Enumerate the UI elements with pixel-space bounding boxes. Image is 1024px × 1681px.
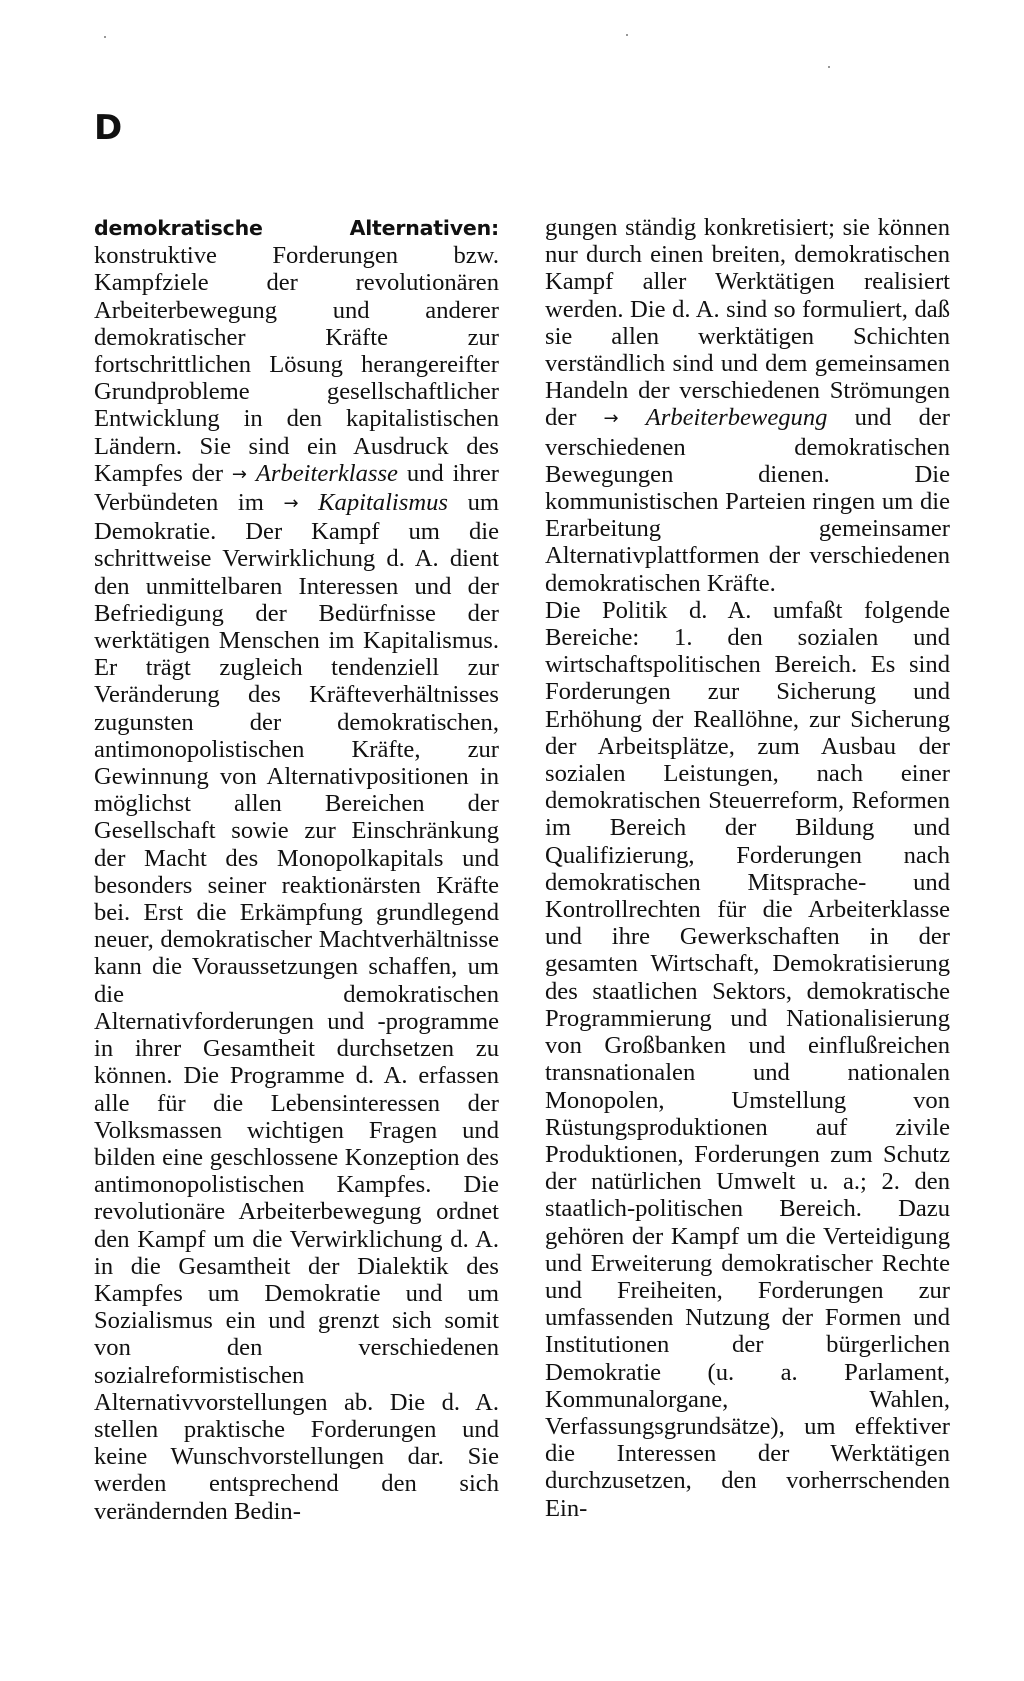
scan-speck (626, 34, 628, 36)
entry-text: gungen ständig konkretisiert; sie können nur durch einen breiten, demokratischen Kampf aller Werktätigen realisiert werden. Die d. A. sind so formuliert, daß sie allen werktätigen Schichten verständlich sind und dem gemeinsamen Handeln der verschiedenen Strömungen der (545, 214, 950, 432)
entry-paragraph: Die Politik d. A. umfaßt folgende Bereiche: 1. den sozialen und wirtschaftspolitischen Bereich. Es sind Forderungen zur Sicherung und Erhöhung der Reallöhne, zur Sicherung der Arbeitsplätze, zum Ausbau der sozialen Leistungen, nach einer demokratischen Steuerreform, Reformen im Bereich der Bildung und Qualifizierung, Forderungen nach demokratischen Mitsprache- und Kontrollrechten für die Arbeiterklasse und ihre Gewerkschaften in der gesamten Wirtschaft, Demokratisierung des staatlichen Sektors, demokratische Programmierung und Nationalisierung von Großbanken und einflußreichen transnationalen und nationalen Monopolen, Umstellung von Rüstungsproduktionen auf zivile Produktionen, Forderungen zum Schutz der natürlichen Umwelt u. a.; 2. den staatlich-politischen Bereich. Dazu gehören der Kampf um die Verteidigung und Erweiterung demokratischer Rechte und Freiheiten, Forderungen zur umfassenden Nutzung der Formen und Institutionen der bürgerlichen Demokratie (u. a. Parlament, Kommunalorgane, Wahlen, Verfassungsgrundsätze), um effektiver die Interessen der Werktätigen durchzusetzen, den vorherrschenden Ein- (545, 596, 950, 1522)
cross-reference-arrow-icon: → (603, 408, 619, 430)
scan-speck (828, 66, 830, 68)
cross-reference-arrow-icon: → (231, 463, 247, 485)
cross-reference-link[interactable]: Kapitalismus (318, 489, 448, 517)
entry-text: konstruktive Forderungen bzw. Kampfziele der revolutionären Arbeiterbewegung und anderer demokratischer Kräfte zur fortschrittlichen Lösung herangereifter Grundprobleme gesellschaftlicher Entwicklung in den kapitalistischen Ländern. Sie sind ein Ausdruck des Kampfes der (94, 242, 499, 487)
entry-text: und ihrer Verbündeten im (94, 459, 499, 517)
left-column (94, 214, 499, 1525)
cross-reference-link[interactable]: Arbeiterbewegung (645, 404, 828, 432)
entry-headword: demokratische Alternativen: (94, 216, 499, 240)
entry-text: und der verschiedenen demokratischen Bewegungen dienen. Die kommunistischen Parteien ringen um die Erarbeitung gemeinsamer Alternativplattformen der verschiedenen demokratischen Kräfte. (545, 404, 950, 597)
entry-paragraph (94, 214, 499, 1525)
cross-reference-link[interactable]: Arbeiterklasse (255, 459, 398, 487)
section-letter: D (94, 108, 123, 148)
right-column (545, 214, 950, 1522)
entry-text: um Demokratie. Der Kampf um die schrittweise Verwirklichung d. A. dient den unmittelbaren Interessen und der Befriedigung der Bedürfnisse der werktätigen Menschen im Kapitalismus. Er trägt zugleich tendenziell zur Veränderung des Kräfteverhältnisses zugunsten der demokratischen, antimonopolistischen Kräfte, zur Gewinnung von Alternativpositionen in möglichst allen Bereichen der Gesellschaft sowie zur Einschränkung der Macht des Monopolkapitals und besonders seiner reaktionärsten Kräfte bei. Erst die Erkämpfung grundlegend neuer, demokratischer Machtverhältnisse kann die Voraussetzungen schaffen, um die demokratischen Alternativforderungen und -programme in ihrer Gesamtheit durchsetzen zu können. Die Programme d. A. erfassen alle für die Lebensinteressen der Volksmassen wichtigen Fragen und bilden eine geschlossene Konzeption des antimonopolistischen Kampfes. Die revolutionäre Arbeiterbewegung ordnet den Kampf um die Verwirklichung d. A. in die Gesamtheit der Dialektik des Kampfes um Demokratie und um Sozialismus ein und grenzt sich somit von den verschiedenen sozialreformistischen Alternativvorstellungen ab. Die d. A. stellen praktische Forderungen und keine Wunschvorstellungen dar. Sie werden entsprechend den sich verändernden Bedin- (94, 489, 499, 1525)
entry-paragraph (545, 214, 950, 597)
cross-reference-arrow-icon: → (283, 493, 299, 515)
scan-speck (104, 36, 106, 38)
